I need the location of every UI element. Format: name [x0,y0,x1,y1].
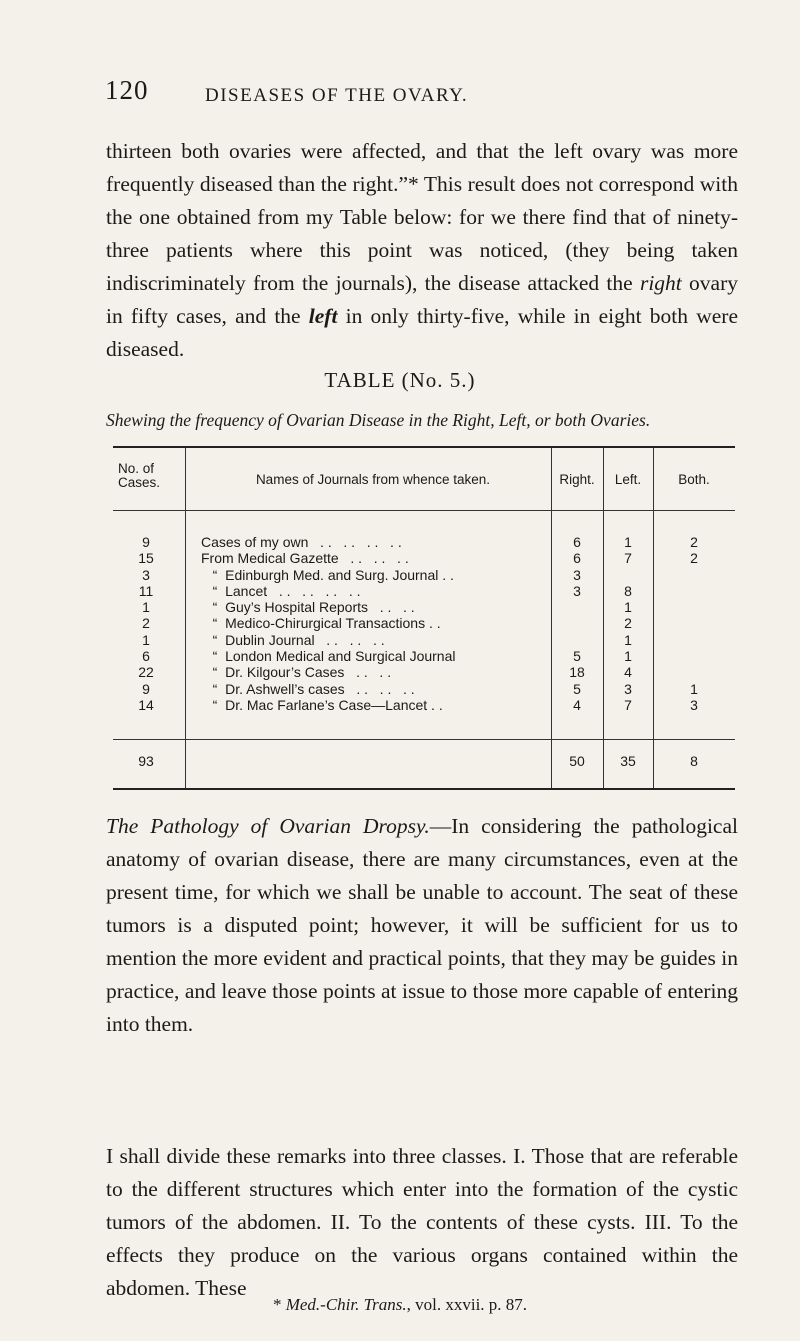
paragraph-1-part3: in only thirty-five, while in eight both were diseased. [106,304,738,361]
header-right: Right. [559,472,595,487]
paragraph-3 [106,1140,738,1305]
total-left: 35 [620,753,636,769]
paragraph-1 [106,135,738,366]
column-both: 2 2 1 3 [690,534,698,713]
header-rule [113,510,735,511]
column-right: 6 6 3 3 5 18 5 4 [569,534,585,713]
page-header [105,75,745,115]
header-left: Left. [614,472,642,487]
total-right: 50 [569,753,585,769]
section-heading: The Pathology of Ovarian Dropsy. [106,814,430,838]
column-divider [185,448,186,788]
paragraph-2-text: —In considering the pathological anatomy of ovarian disease, there are many circumstances, even at the present time, for which we shall be unable to account. The seat of these tumors is a disputed point; however, it will be sufficient for us to mention the more evident and practical points, that they may be guides in practice, and leave those points at issue to those more capable of entering into them. [106,814,738,1036]
table-caption: Shewing the frequency of Ovarian Disease in the Right, Left, or both Ovaries. [106,410,651,430]
emphasis-right: right [639,271,682,295]
ovarian-disease-table [113,446,735,790]
column-left: 1 7 8 1 2 1 1 4 3 7 [624,534,632,713]
column-journals: Cases of my own . . . . . . . . From Medical Gazette . . . . . . “ Edinburgh Med. and Surg. Journal . . “ Lancet . . . . . . . . “ Guy’s Hospital Reports . . . . “ Medico-Chirurgical Transactions . . “ Dublin Journal . . . . . . “ London Medical and Surgical Journal “ Dr. Kilgour’s Cases . . . . “ Dr. Ashwell’s cases . . . . . . “ Dr. Mac Farlane’s Case—Lancet . . [201,534,456,713]
page-number: 120 [105,75,149,105]
paragraph-3-text: I shall divide these remarks into three classes. I. Those that are referable to the different structures which enter into the formation of the cystic tumors of the abdomen. II. To the contents of these cysts. III. To the effects they produce on the various organs contained within the abdomen. These [106,1144,738,1300]
total-both: 8 [690,753,698,769]
total-rule [113,739,735,740]
header-journals: Names of Journals from whence taken. [255,472,491,487]
footnote-rest: , vol. xxvii. p. 87. [406,1295,528,1314]
paragraph-1-part1: thirteen both ovaries were affected, and that the left ovary was more frequently diseased than the right.”* This result does not correspond with the one obtained from my Table below: for we there find that of ninety-three patients where this point was noticed, (they being taken indiscriminately from the journals), the disease attacked the [106,139,738,295]
total-cases: 93 [138,753,154,769]
paragraph-1-part2: ovary in fifty cases, and the [106,271,738,328]
emphasis-left: left [308,304,338,328]
running-head: DISEASES OF THE OVARY. [205,85,469,106]
column-cases: 9 15 3 11 1 2 1 6 22 9 14 [138,534,154,713]
footnote [0,1295,800,1315]
header-both: Both. [678,472,710,487]
paragraph-2 [106,810,738,1041]
footnote-source: Med.-Chir. Trans. [285,1295,407,1314]
header-cases: No. of Cases. [118,461,161,490]
table-title: TABLE (No. 5.) [324,368,476,392]
footnote-marker: * [272,1295,282,1314]
